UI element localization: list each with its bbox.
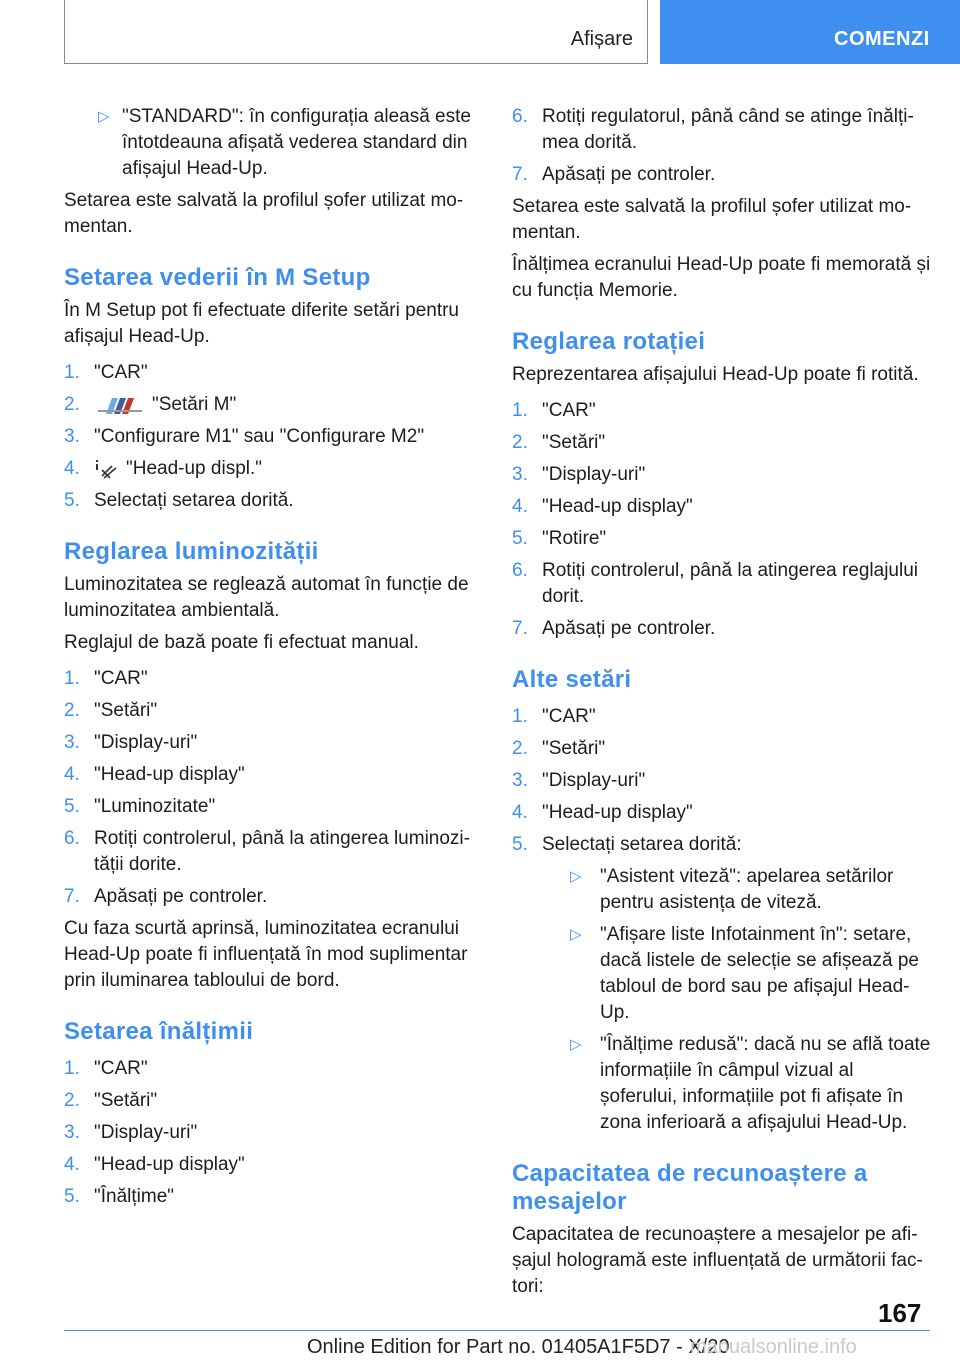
- triangle-bullet-icon: ▷: [570, 926, 582, 943]
- page-number: 167: [878, 1298, 922, 1328]
- list-item: 5. "Înălțime": [64, 1186, 175, 1207]
- list-item: 1. "CAR": [64, 1058, 148, 1079]
- list-item: 5. "Luminozitate": [64, 796, 216, 817]
- head-up-display-icon: [94, 458, 120, 480]
- list-item: 6. Rotiți controlerul, până la atingerea luminozității dorite.: [64, 828, 470, 875]
- bullet-standard: ▷ "STANDARD": în configurația aleasă este întotdeauna afișată vederea standard din afișajul Head-Up.: [98, 106, 471, 179]
- sub-bullet-infotainment-lists: ▷ "Afișare liste Infotainment în": setare, dacă listele de selecție se afișează pe tabloul de bord sau pe afișajul Head-Up.: [570, 924, 919, 1023]
- list-item: 3. "Configurare M1" sau "Configurare M2": [64, 426, 425, 447]
- heading-recognition: Capacitatea de recunoaștere a mesajelor: [512, 1160, 868, 1215]
- footer-edition: Online Edition for Part no. 01405A1F5D7 - X/20: [307, 1336, 730, 1358]
- other-steps: [512, 704, 932, 1136]
- list-item: 7. Apăsați pe controler.: [64, 886, 268, 907]
- paragraph-brightness-1: Luminozitatea se reglează automat în funcție de luminozitatea ambientală.: [64, 574, 469, 621]
- brightness-steps: [64, 666, 474, 910]
- sub-bullet-speed-assistant: ▷ "Asistent viteză": apelarea setărilor pentru asistența de viteză.: [570, 866, 894, 913]
- tab-display[interactable]: Afișare: [570, 28, 633, 50]
- left-column: [64, 104, 474, 1216]
- list-item: 7. Apăsați pe controler.: [512, 164, 716, 185]
- list-item: 4. "Head-up display": [512, 496, 693, 517]
- heading-brightness: Reglarea luminozității: [64, 538, 319, 565]
- sub-bullet-reduced-height: ▷ "Înălțime redusă": dacă nu se află toate informațiile în câmpul vizual al șoferului, informațiile pot fi afișate în zona inferioară a afișajului Head-Up.: [570, 1034, 931, 1133]
- list-item: 2. "Setări": [64, 700, 158, 721]
- list-item: 3. "Display-uri": [512, 464, 646, 485]
- triangle-bullet-icon: ▷: [98, 108, 110, 125]
- paragraph-recognition: Capacitatea de recunoaștere a mesajelor pe afișajul hologramă este influențată de următorii factori:: [512, 1224, 923, 1297]
- list-item: 7. Apăsați pe controler.: [512, 618, 716, 639]
- list-item: 4. "Head-up display": [64, 764, 245, 785]
- paragraph-memory: Înălțimea ecranului Head-Up poate fi memorată și cu funcția Memorie.: [512, 254, 931, 301]
- list-item: 3. "Display-uri": [64, 1122, 198, 1143]
- list-item: 5. Selectați setarea dorită.: [64, 490, 294, 511]
- list-item: 1. "CAR": [512, 706, 596, 727]
- list-item: 1. "CAR": [64, 362, 148, 383]
- m-stripes-icon: [98, 396, 142, 414]
- list-item: 1. "CAR": [512, 400, 596, 421]
- list-item: 4. "Head-up display": [64, 1154, 245, 1175]
- height-steps: [64, 1056, 474, 1210]
- list-item: 4. "Head-up displ.": [64, 458, 263, 479]
- triangle-bullet-icon: ▷: [570, 1036, 582, 1053]
- heading-msetup: Setarea vederii în M Setup: [64, 264, 371, 291]
- height-steps-continued: [512, 104, 932, 188]
- paragraph-saved: Setarea este salvată la profilul șofer utilizat momentan.: [64, 190, 464, 237]
- heading-other-settings: Alte setări: [512, 666, 632, 693]
- triangle-bullet-icon: ▷: [570, 868, 582, 885]
- other-sub-options: [542, 864, 932, 1136]
- paragraph-brightness-3: Cu faza scurtă aprinsă, luminozitatea ecranului Head-Up poate fi influențată în mod suplimentar prin iluminarea tabloului de bord.: [64, 918, 468, 991]
- list-item: 2. "Setări M": [64, 394, 237, 415]
- paragraph-brightness-2: Reglajul de bază poate fi efectuat manual.: [64, 632, 419, 653]
- paragraph-saved-right: Setarea este salvată la profilul șofer utilizat momentan.: [512, 196, 912, 243]
- list-item: 5. "Rotire": [512, 528, 607, 549]
- paragraph-msetup: În M Setup pot fi efectuate diferite setări pentru afișajul Head-Up.: [64, 300, 460, 347]
- list-item: 6. Rotiți regulatorul, până când se atinge înălțimea dorită.: [512, 106, 914, 153]
- paragraph-rotation: Reprezentarea afișajului Head-Up poate fi rotită.: [512, 364, 919, 385]
- msetup-steps: [64, 360, 474, 514]
- rotation-steps: [512, 398, 932, 642]
- heading-height: Setarea înălțimii: [64, 1018, 254, 1045]
- list-item: 5. Selectați setarea dorită: ▷ "Asistent viteză": apelarea setărilor pentru asistența de viteză. ▷ "Afișare liste Infotainment în": setare, dacă listele de selecție se afișează pe tabloul de bord sau pe afișajul Head-Up. ▷ "Înălțime redusă": dacă nu se află toate informațiile în câmpul vizual al șoferului, informațiile pot fi afișate în zona inferioară a afișajului Head-Up.: [512, 832, 932, 1136]
- list-item: 2. "Setări": [64, 1090, 158, 1111]
- heading-rotation: Reglarea rotației: [512, 328, 706, 355]
- watermark: manualsonline.info: [690, 1336, 857, 1358]
- list-item: 4. "Head-up display": [512, 802, 693, 823]
- tab-controls[interactable]: COMENZI: [660, 0, 960, 64]
- list-item: 2. "Setări": [512, 432, 606, 453]
- list-item: 1. "CAR": [64, 668, 148, 689]
- list-item: 2. "Setări": [512, 738, 606, 759]
- footer-divider: [64, 1330, 930, 1331]
- list-item: 3. "Display-uri": [512, 770, 646, 791]
- list-item: 3. "Display-uri": [64, 732, 198, 753]
- right-column: [512, 104, 932, 1306]
- header-left-panel: [64, 0, 648, 64]
- list-item: 6. Rotiți controlerul, până la atingerea reglajului dorit.: [512, 560, 919, 607]
